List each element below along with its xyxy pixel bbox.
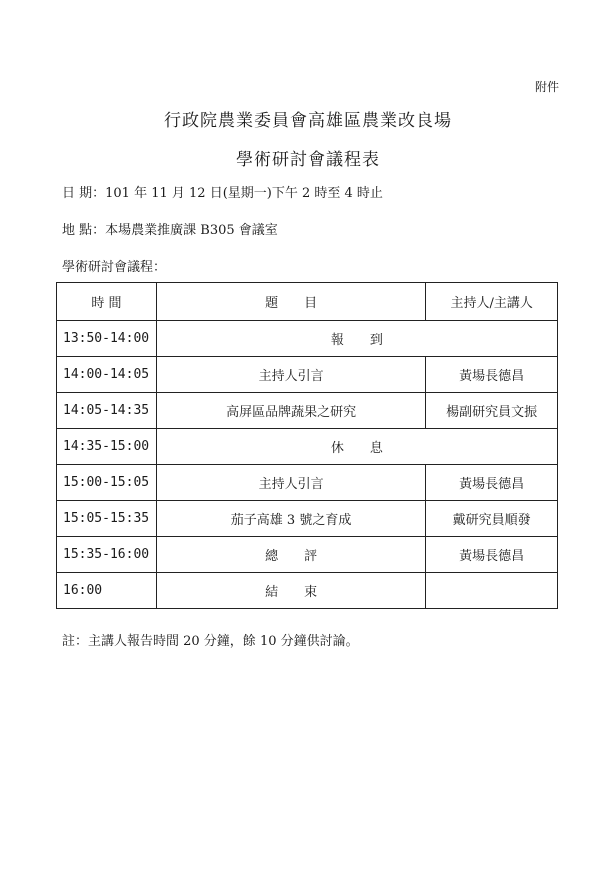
- agenda-table: [56, 282, 558, 609]
- table-row: [57, 501, 558, 537]
- table-row: [57, 357, 558, 393]
- row-time: 16:00: [57, 573, 157, 609]
- row-time: 15:35-16:00: [57, 537, 157, 573]
- row-topic: 總 評: [156, 537, 425, 573]
- row-topic: 主持人引言: [156, 357, 425, 393]
- row-topic: 主持人引言: [156, 465, 425, 501]
- row-time: 14:35-15:00: [57, 429, 157, 465]
- row-topic: 結 束: [156, 573, 425, 609]
- row-time: 14:00-14:05: [57, 357, 157, 393]
- header-topic: 題 目: [156, 283, 425, 321]
- row-topic: 茄子高雄 3 號之育成: [156, 501, 425, 537]
- row-time: 13:50-14:00: [57, 321, 157, 357]
- table-row: [57, 573, 558, 609]
- row-topic: 高屏區品牌蔬果之研究: [156, 393, 425, 429]
- meeting-date: 日 期：101 年 11 月 12 日(星期一)下午 2 時至 4 時止: [62, 186, 383, 201]
- document-subtitle: 學術研討會議程表: [236, 150, 380, 170]
- attachment-label: 附件: [535, 80, 560, 94]
- row-host: 黃場長德昌: [426, 465, 558, 501]
- row-host: 黃場長德昌: [426, 357, 558, 393]
- table-row: [57, 465, 558, 501]
- meeting-place: 地 點：本場農業推廣課 B305 會議室: [62, 223, 278, 238]
- row-host: 黃場長德昌: [426, 537, 558, 573]
- row-host: 戴研究員順發: [426, 501, 558, 537]
- row-time: 14:05-14:35: [57, 393, 157, 429]
- header-time: 時 間: [57, 283, 157, 321]
- table-row: [57, 321, 558, 357]
- row-host: [426, 573, 558, 609]
- row-host: 楊副研究員文振: [426, 393, 558, 429]
- row-time: 15:00-15:05: [57, 465, 157, 501]
- row-time: 15:05-15:35: [57, 501, 157, 537]
- row-topic: 報 到: [156, 321, 557, 357]
- table-row: [57, 429, 558, 465]
- header-host: 主持人/主講人: [426, 283, 558, 321]
- table-header-row: [57, 283, 558, 321]
- agenda-label: 學術研討會議程：: [62, 260, 167, 275]
- table-row: [57, 393, 558, 429]
- footnote: 註：主講人報告時間 20 分鐘，餘 10 分鐘供討論。: [62, 634, 359, 649]
- row-topic: 休 息: [156, 429, 557, 465]
- document-title: 行政院農業委員會高雄區農業改良場: [164, 111, 452, 131]
- table-row: [57, 537, 558, 573]
